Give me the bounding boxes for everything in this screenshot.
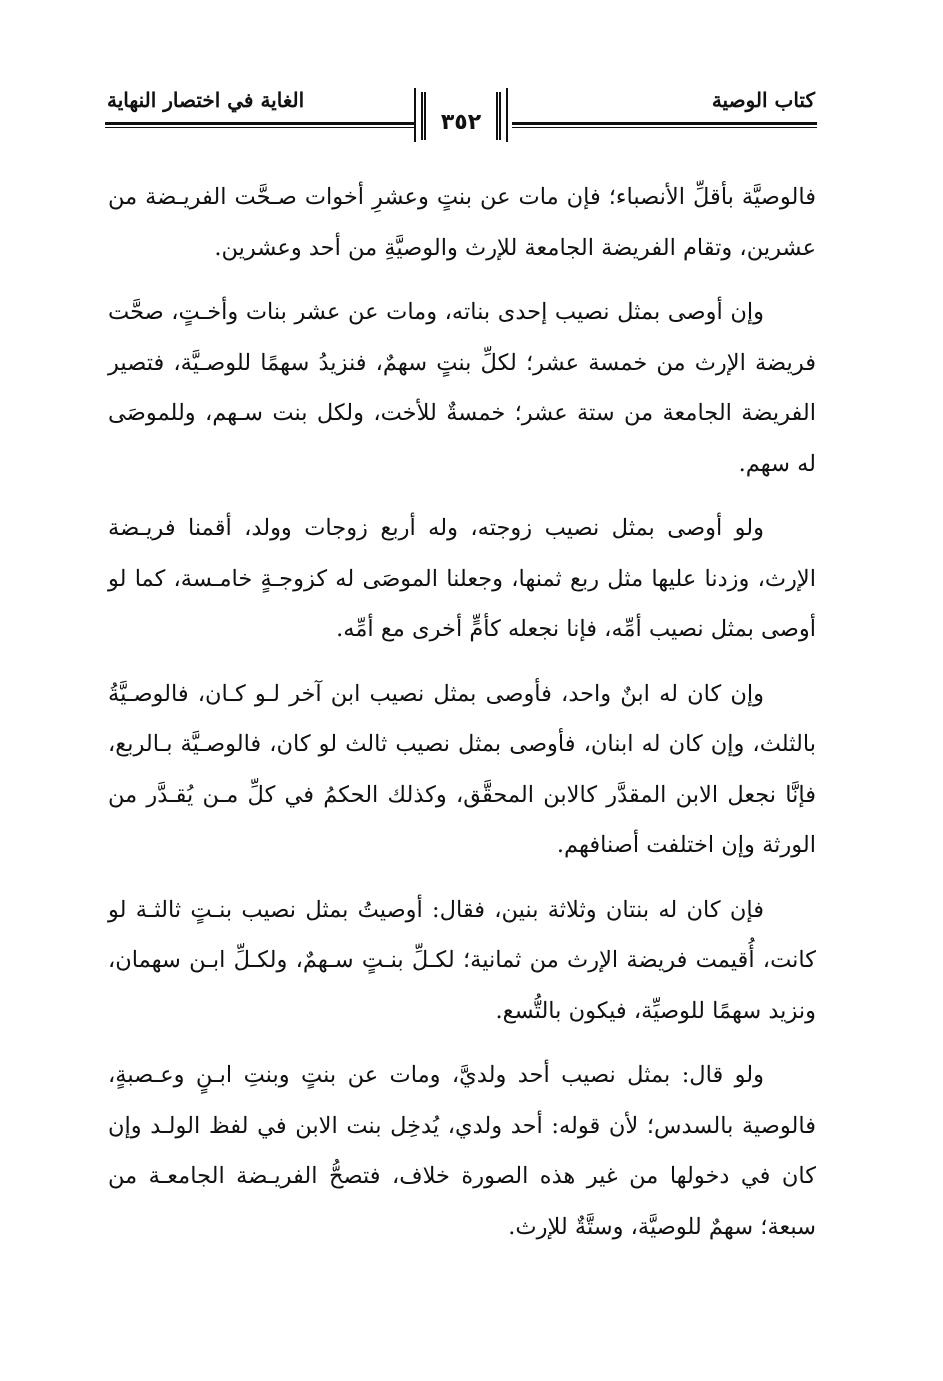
book-title: الغاية في اختصار النهاية xyxy=(107,88,305,112)
header-rule-right xyxy=(512,122,817,128)
paragraph: وإن أوصى بمثل نصيب إحدى بناته، ومات عن عشر بنات وأخـتٍ، صحَّت فريضة الإرث من خمسة عشر؛ لكلِّ بنتٍ سهمٌ، فنزيدُ سهمًا للوصـيَّة، فتصير الفريضة الجامعة من ستة عشر؛ خمسةٌ للأخت، ولكل بنت سـهم، وللموصَى له سهم. xyxy=(108,299,816,477)
page-number: ٣٥٢ xyxy=(440,110,482,135)
running-header xyxy=(105,88,817,148)
header-rule-left xyxy=(105,122,415,128)
paragraph: فإن كان له بنتان وثلاثة بنين، فقال: أوصيتُ بمثل نصيب بنـتٍ ثالثـة لو كانت، أُقيمت فريضة الإرث من ثمانية؛ لكـلِّ بنـتٍ سـهمٌ، ولكـلِّ ابـن سهمان، ونزيد سهمًا للوصيِّة، فيكون بالتُّسع. xyxy=(108,896,816,1024)
chapter-title: كتاب الوصية xyxy=(711,88,815,112)
paragraph: ولو قال: بمثل نصيب أحد ولديَّ، ومات عن بنتٍ وبنتِ ابـنٍ وعـصبةٍ، فالوصية بالسدس؛ لأن قوله: أحد ولدي، يُدخِل بنت الابن في لفظ الولـد وإن كان في دخولها من غير هذه الصورة خلاف، فتصحُّ الفريـضة الجامعـة من سبعة؛ سهمٌ للوصيَّة، وستَّةٌ للإرث. xyxy=(108,1062,816,1240)
paragraph: ولو أوصى بمثل نصيب زوجته، وله أربع زوجات وولد، أقمنا فريـضة الإرث، وزدنا عليها مثل ربع ثمنها، وجعلنا الموصَى له كزوجـةٍ خامـسة، كما لو أوصى بمثل نصيب أمِّه، فإنا نجعله كأمٍّ أخرى مع أمِّه. xyxy=(108,515,816,642)
page-number-frame xyxy=(421,92,501,140)
main-text xyxy=(108,172,816,1266)
paragraph: وإن كان له ابنٌ واحد، فأوصى بمثل نصيب ابن آخر لـو كـان، فالوصـيَّةُ بالثلث، وإن كان له ابنان، فأوصى بمثل نصيب ثالث لو كان، فالوصـيَّة بـالربع، فإنَّا نجعل الابن المقدَّر كالابن المحقَّق، وكذلك الحكمُ في كلِّ مـن يُقـدَّر من الورثة وإن اختلفت أصنافهم. xyxy=(108,680,816,858)
paragraph: فالوصيَّة بأقلِّ الأنصباء؛ فإن مات عن بنتٍ وعشرِ أخوات صـحَّت الفريـضة من عشرين، وتقام الفريضة الجامعة للإرث والوصيَّةِ من أحد وعشرين. xyxy=(108,184,816,261)
